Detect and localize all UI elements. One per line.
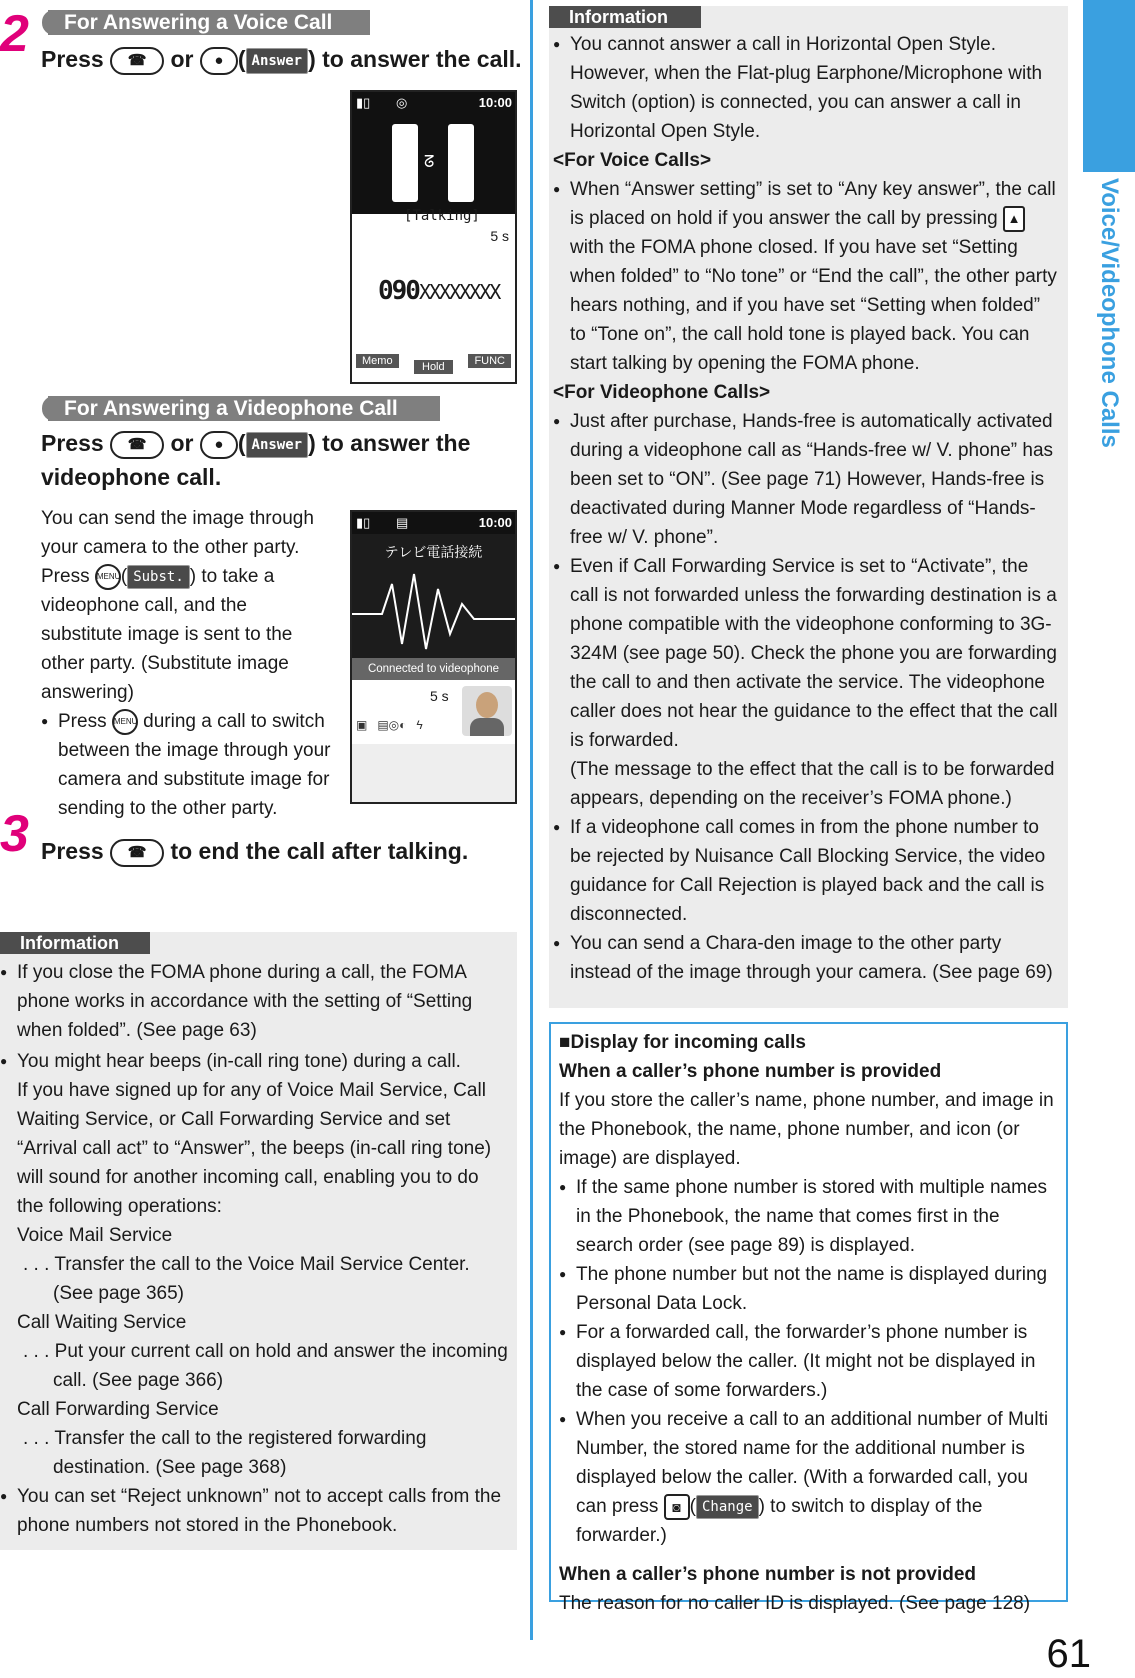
talking-label: [Talking] xyxy=(404,208,480,224)
display-content xyxy=(559,1028,1059,1618)
videophone-call-screenshot xyxy=(350,510,517,804)
videophone-description xyxy=(41,504,341,823)
info-bullet: ● If you close the FOMA phone during a call, the FOMA phone works in accordance with the setting of “Setting when folded”. (See page 63) xyxy=(0,958,510,1045)
phone-icon-left xyxy=(392,124,418,202)
bullet-text: between the image through your xyxy=(58,740,331,761)
func-softkey: FUNC xyxy=(468,354,511,368)
videophone-answer-instruction: Press ☎ or ● ( Answer ) to answer the videophone call. xyxy=(41,430,471,490)
info-bullet: ● Just after purchase, Hands-free is automatically activated during a videophone call as “Hands-free w/ V. phone” has been set to “ON”. (See page 71) However, Hands-free is deactivated during Manner Mode regardless of “Hands-free w/ V. phone”. xyxy=(553,407,1061,552)
softkey-bar xyxy=(352,350,515,382)
end-call-tail: to end the call after talking. xyxy=(170,838,469,864)
call-duration: 5 s xyxy=(430,688,449,704)
call-duration: 5 s xyxy=(490,228,509,244)
call-forwarding-desc: . . . Transfer the call to the registered forwarding destination. (See page 368) xyxy=(23,1428,427,1478)
desc-line: substitute image is sent to the xyxy=(41,624,293,645)
number-provided-heading: When a caller’s phone number is provided xyxy=(559,1061,942,1082)
wave-graphic xyxy=(352,564,515,654)
answer-softkey: Answer xyxy=(246,432,309,458)
press-word: Press xyxy=(41,566,90,587)
press-word: Press xyxy=(41,430,104,456)
info-bullet-text: with the FOMA phone closed. If you have set “Setting when folded” to “No tone” or “End the call”, the other party hears nothing, and if you have set “Setting when folded” to “Tone on”, the call hold tone is played back. You can start talking by opening the FOMA phone. xyxy=(570,237,1057,374)
talking-animation xyxy=(352,114,515,214)
press-word: Press xyxy=(41,46,104,72)
connecting-title: テレビ電話接続 xyxy=(384,544,483,560)
connected-banner: Connected to videophone xyxy=(352,658,515,680)
information-box-left xyxy=(0,932,517,1550)
hold-softkey: Hold xyxy=(414,360,453,374)
info-paragraph: If you have signed up for any of Voice Mail Service, Call Waiting Service, or Call Forwarding Service and set “Arrival call act” to “Answer”, the beeps (in-call ring tone) will sound for another incoming call, enabling you to do the following operations: xyxy=(17,1080,492,1217)
lower-panel xyxy=(352,744,515,802)
section-title-text: Voice/Videophone Calls xyxy=(1096,178,1123,448)
info-bullet xyxy=(0,1047,510,1482)
information-list xyxy=(0,958,510,1540)
step-number-3: 3 xyxy=(0,805,29,863)
display-bullet-text: When you receive a call to an additional number of Multi Number, the stored name for the additional number is displayed below the caller. (With a forwarded call, you can press xyxy=(576,1409,1049,1517)
info-bullet: ● You cannot answer a call in Horizontal Open Style. However, when the Flat-plug Earphone/Microphone with Switch (option) is connected, you can answer a call in Horizontal Open Style. xyxy=(553,30,1061,146)
section-side-title xyxy=(1083,178,1135,478)
status-bar xyxy=(352,92,515,114)
call-key-icon: ☎ xyxy=(110,431,164,459)
voice-call-screenshot xyxy=(350,90,517,384)
voice-calls-heading: <For Voice Calls> xyxy=(553,150,712,171)
page-number: 61 xyxy=(1046,1632,1091,1676)
display-bullet: ● The phone number but not the name is displayed during Personal Data Lock. xyxy=(559,1260,1059,1318)
information-box-right xyxy=(549,6,1068,1008)
information-tag: Information xyxy=(0,932,150,954)
info-bullet: ● If a videophone call comes in from the phone number to be rejected by Nuisance Call Blocking Service, the video guidance for Call Rejection is played back and the call is disconnected. xyxy=(553,813,1061,929)
number-not-provided-paragraph: The reason for no caller ID is displayed. (See page 128) xyxy=(559,1593,1031,1614)
voice-answer-instruction: Press ☎ or ● ( Answer ) to answer the call. xyxy=(41,42,531,76)
phone-icon-right xyxy=(448,124,474,202)
menu-key-icon: MENU xyxy=(95,564,121,590)
video-status-icons: ▣ ▤◎◐ ϟ xyxy=(356,718,423,732)
desc-tail: ) to take a xyxy=(189,566,275,587)
bullet-text: during a call to switch xyxy=(143,711,325,732)
signal-icon: ▮▯ xyxy=(356,95,371,110)
or-word: or xyxy=(170,46,194,72)
info-bullet: ● You can set “Reject unknown” not to accept calls from the phone numbers not stored in the Phonebook. xyxy=(0,1482,510,1540)
status-bar xyxy=(352,512,515,534)
signal-icon: ▮▯ xyxy=(356,515,371,530)
videophone-calls-heading: <For Videophone Calls> xyxy=(553,382,771,403)
display-bullet-text: ) to switch to display of the forwarder.) xyxy=(576,1496,983,1546)
display-title xyxy=(559,1028,1059,1057)
caller-image xyxy=(462,686,512,736)
call-forwarding-label: Call Forwarding Service xyxy=(17,1399,219,1420)
answer-softkey: Answer xyxy=(246,48,309,74)
status-time: 10:00 xyxy=(478,95,512,110)
info-bullet-text: You might hear beeps (in-call ring tone) during a call. xyxy=(17,1051,461,1072)
display-title-text: Display for incoming calls xyxy=(570,1032,806,1053)
desc-line: answering) xyxy=(41,682,134,703)
center-key-icon: ● xyxy=(200,47,238,75)
desc-line: Press MENU( Subst. ) to take a xyxy=(41,562,341,591)
desc-line: your camera to the other party. xyxy=(41,537,300,558)
desc-line: other party. (Substitute image xyxy=(41,653,289,674)
status-time: 10:00 xyxy=(478,515,512,530)
shoulders-icon xyxy=(470,718,504,736)
number-not-provided-heading: When a caller’s phone number is not provided xyxy=(559,1564,977,1585)
voice-mail-label: Voice Mail Service xyxy=(17,1225,173,1246)
change-softkey: Change xyxy=(696,1495,759,1519)
end-call-instruction xyxy=(41,834,521,868)
info-bullet: ● You can send a Chara-den image to the other party instead of the image through your camera. (See page 69) xyxy=(553,929,1061,987)
voice-answer-tail: ) to answer the call. xyxy=(308,46,522,72)
desc-line: You can send the image through xyxy=(41,508,314,529)
end-key-icon: ☎ xyxy=(110,839,164,867)
subst-softkey: Subst. xyxy=(127,565,190,589)
voice-mail-desc: . . . Transfer the call to the Voice Mail Service Center. (See page 365) xyxy=(23,1254,470,1304)
column-divider xyxy=(530,0,533,1640)
press-word: Press xyxy=(58,711,107,732)
videophone-answer-tail: ) to answer the xyxy=(308,430,471,456)
or-word: or xyxy=(170,430,194,456)
display-incoming-calls-box xyxy=(549,1022,1068,1614)
videophone-call-header: For Answering a Videophone Call xyxy=(48,396,440,421)
face-icon xyxy=(476,692,498,718)
info-bullet-text: Even if Call Forwarding Service is set to “Activate”, the call is not forwarded unless the forwarding destination is a phone compatible with the videophone conforming to 3G-324M (see page 50). Check the phone you are forwarding the call to and then activate the service. The videophone caller does not hear the guidance to the effect that the call is forwarded. xyxy=(570,556,1058,751)
wave-icon: ᘔ xyxy=(424,154,435,171)
call-waiting-label: Call Waiting Service xyxy=(17,1312,187,1333)
info-bullet xyxy=(553,175,1061,378)
section-tab-marker xyxy=(1083,0,1135,172)
info-bullet xyxy=(553,552,1061,813)
step-number-2: 2 xyxy=(0,5,29,63)
caller-number-rest: XXXXXXXX xyxy=(418,280,500,304)
bullet-text: camera and substitute image for xyxy=(58,769,330,790)
camera-key-icon: ◙ xyxy=(664,1494,690,1520)
display-bullet: ● If the same phone number is stored with multiple names in the Phonebook, the name that comes first in the search order (see page 89) is displayed. xyxy=(559,1173,1059,1260)
information-list xyxy=(553,30,1061,987)
side-key-icon: ▲ xyxy=(1003,206,1025,232)
menu-key-icon: MENU xyxy=(112,709,138,735)
info-bullet-text: When “Answer setting” is set to “Any key answer”, the call is placed on hold if you answer the call by pressing xyxy=(570,179,1056,229)
voice-call-header: For Answering a Voice Call xyxy=(48,10,370,35)
info-paragraph: (The message to the effect that the call is to be forwarded appears, depending on the receiver’s FOMA phone.) xyxy=(570,759,1055,809)
square-bullet-icon: ■ xyxy=(559,1032,571,1053)
memo-softkey: Memo xyxy=(356,354,399,368)
mode-icon: ◎ xyxy=(395,95,408,110)
call-key-icon: ☎ xyxy=(110,47,164,75)
number-provided-paragraph: If you store the caller’s name, phone number, and image in the Phonebook, the name, phone number, and icon (or image) are displayed. xyxy=(559,1090,1054,1169)
press-word: Press xyxy=(41,838,104,864)
call-waiting-desc: . . . Put your current call on hold and answer the incoming call. (See page 366) xyxy=(23,1341,508,1391)
caller-number xyxy=(378,276,499,306)
display-bullet: ● For a forwarded call, the forwarder’s phone number is displayed below the caller. (It might not be displayed in the case of some forwarders.) xyxy=(559,1318,1059,1405)
caller-number-prefix: 090 xyxy=(378,276,419,306)
bullet-text: sending to the other party. xyxy=(58,798,278,819)
center-key-icon: ● xyxy=(200,431,238,459)
connecting-animation xyxy=(352,534,515,680)
display-bullet: ● When you receive a call to an additional number of Multi Number, the stored name for the additional number is displayed below the caller. (With a forwarded call, you can press ◙ ( Change ) to switch to display of the forwarder.) xyxy=(559,1405,1059,1550)
information-tag: Information xyxy=(549,6,701,28)
desc-line: videophone call, and the xyxy=(41,595,247,616)
switch-image-bullet xyxy=(41,707,341,823)
mode-icon: ▤ xyxy=(395,515,409,530)
videophone-answer-tail2: videophone call. xyxy=(41,464,222,490)
